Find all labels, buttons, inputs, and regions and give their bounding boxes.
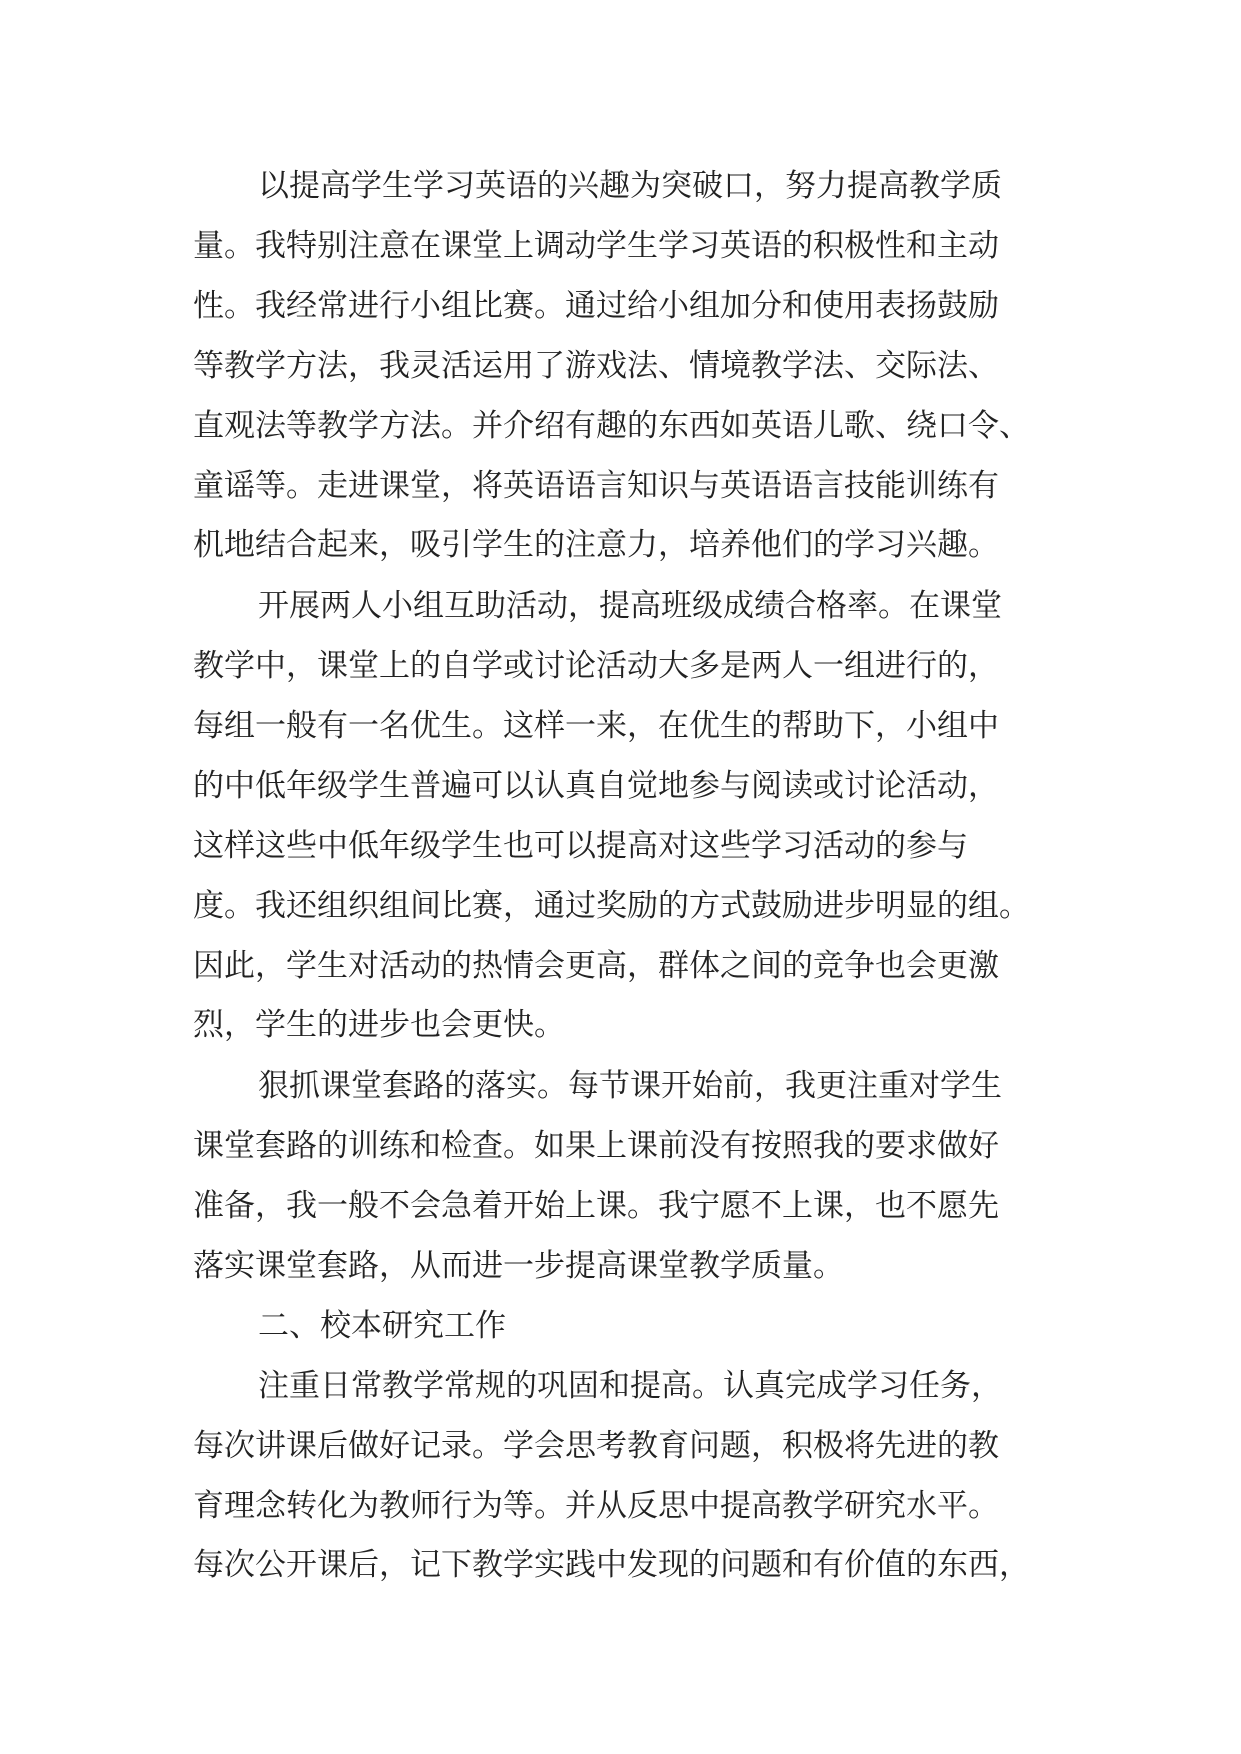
text-line: 教学中，课堂上的自学或讨论活动大多是两人一组进行的， [193, 648, 999, 684]
text-line: 度。我还组织组间比赛，通过奖励的方式鼓励进步明显的组。 [193, 888, 1030, 924]
text-line: 童谣等。走进课堂，将英语语言知识与英语语言技能训练有 [193, 468, 999, 504]
text-line: 落实课堂套路，从而进一步提高课堂教学质量。 [193, 1248, 844, 1284]
text-line: 烈，学生的进步也会更快。 [193, 1007, 565, 1043]
text-line: 因此，学生对活动的热情会更高，群体之间的竞争也会更激 [193, 948, 999, 984]
text-line: 课堂套路的训练和检查。如果上课前没有按照我的要求做好 [193, 1128, 999, 1164]
text-line: 注重日常教学常规的巩固和提高。认真完成学习任务， [258, 1368, 1002, 1404]
text-line: 每次公开课后，记下教学实践中发现的问题和有价值的东西， [193, 1547, 1030, 1583]
text-line: 等教学方法，我灵活运用了游戏法、情境教学法、交际法、 [193, 348, 999, 384]
text-line: 狠抓课堂套路的落实。每节课开始前，我更注重对学生 [258, 1068, 1002, 1104]
text-line: 量。我特别注意在课堂上调动学生学习英语的积极性和主动 [193, 228, 999, 264]
section-heading: 二、校本研究工作 [258, 1308, 506, 1344]
text-line: 以提高学生学习英语的兴趣为突破口，努力提高教学质 [258, 168, 1002, 204]
text-line: 直观法等教学方法。并介绍有趣的东西如英语儿歌、绕口令、 [193, 408, 1030, 444]
text-line: 育理念转化为教师行为等。并从反思中提高教学研究水平。 [193, 1488, 999, 1524]
text-line: 性。我经常进行小组比赛。通过给小组加分和使用表扬鼓励 [193, 288, 999, 324]
text-line: 这样这些中低年级学生也可以提高对这些学习活动的参与 [193, 828, 968, 864]
text-line: 每组一般有一名优生。这样一来，在优生的帮助下，小组中 [193, 708, 999, 744]
text-line: 准备，我一般不会急着开始上课。我宁愿不上课，也不愿先 [193, 1188, 999, 1224]
text-line: 机地结合起来，吸引学生的注意力，培养他们的学习兴趣。 [193, 527, 999, 563]
text-line: 的中低年级学生普遍可以认真自觉地参与阅读或讨论活动， [193, 768, 999, 804]
text-line: 每次讲课后做好记录。学会思考教育问题，积极将先进的教 [193, 1428, 999, 1464]
text-line: 开展两人小组互助活动，提高班级成绩合格率。在课堂 [258, 588, 1002, 624]
